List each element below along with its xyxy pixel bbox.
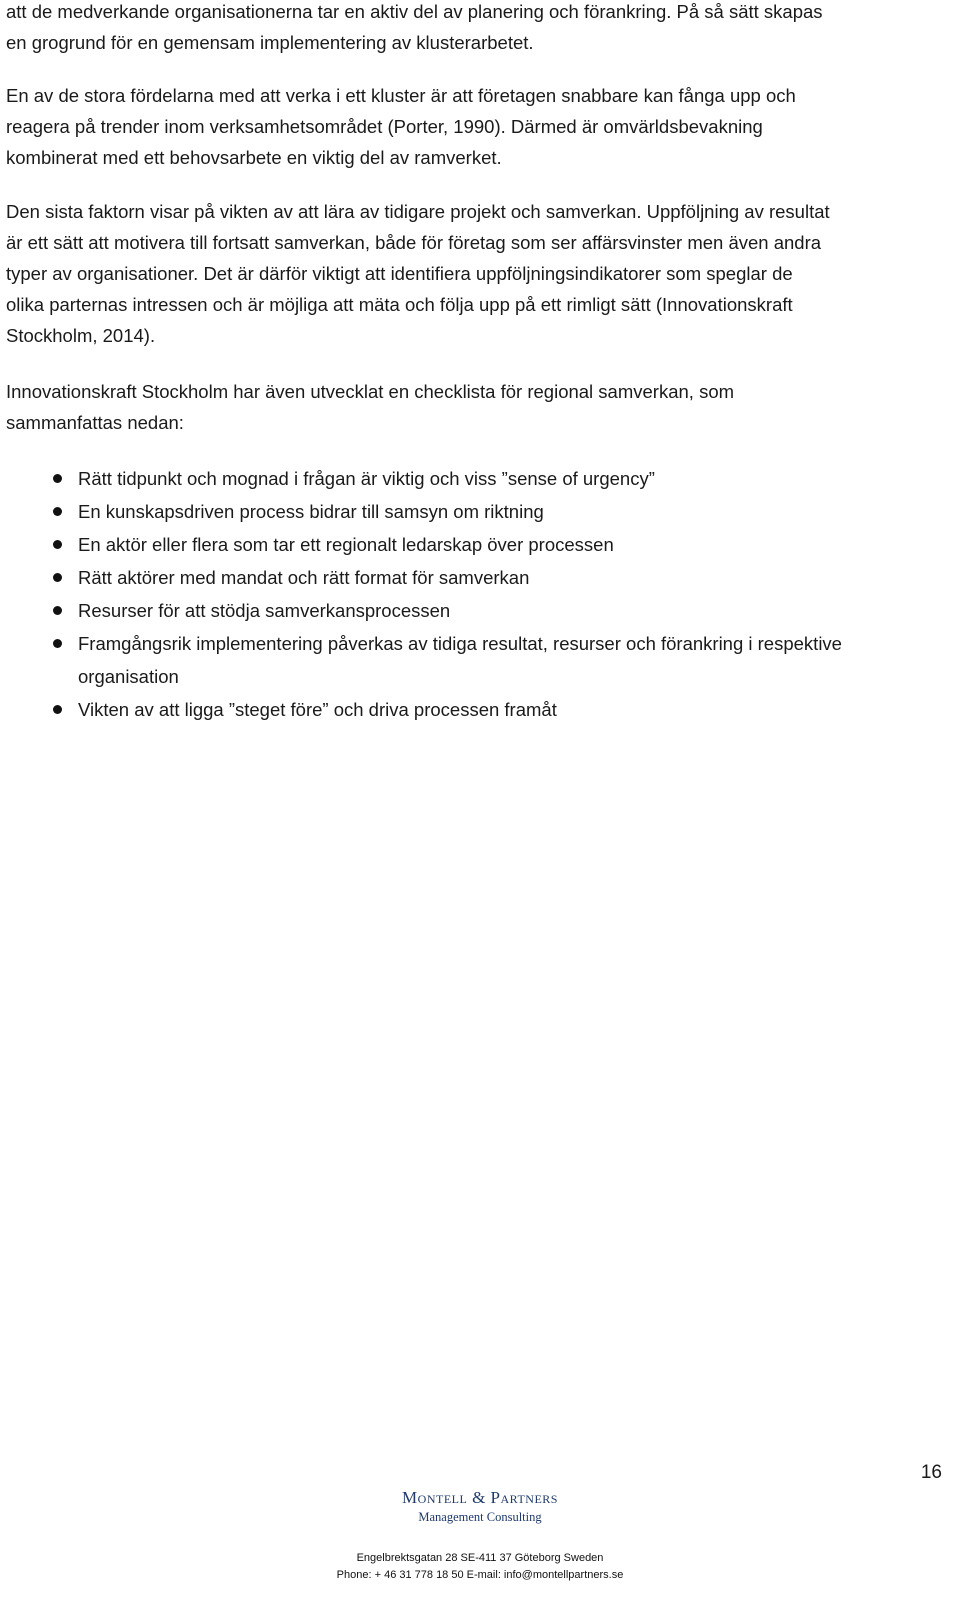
paragraph-1 — [6, 0, 954, 58]
paragraph-line: Innovationskraft Stockholm har även utvecklat en checklista för regional samverkan, som — [6, 381, 735, 402]
paragraph-line: typer av organisationer. Det är därför viktigt att identifiera uppföljningsindikatorer som speglar de — [6, 263, 793, 284]
paragraph-line: sammanfattas nedan: — [6, 412, 184, 433]
list-item: Rätt tidpunkt och mognad i frågan är viktig och viss ”sense of urgency” — [6, 462, 950, 495]
page-number: 16 — [920, 1462, 942, 1483]
list-item: Vikten av att ligga ”steget före” och driva processen framåt — [6, 693, 950, 726]
bullet-icon — [53, 507, 62, 516]
paragraph-line: en grogrund för en gemensam implementering av klusterarbetet. — [6, 32, 534, 53]
list-item: Rätt aktörer med mandat och rätt format för samverkan — [6, 561, 950, 594]
list-item: En aktör eller flera som tar ett regionalt ledarskap över processen — [6, 528, 950, 561]
page-footer — [0, 1550, 960, 1584]
list-item: Framgångsrik implementering påverkas av tidiga resultat, resurser och förankring i respektive organisation — [6, 627, 950, 693]
bullet-icon — [53, 705, 62, 714]
logo-subtitle: Management Consulting — [418, 1510, 542, 1524]
bullet-icon — [53, 474, 62, 483]
bullet-icon — [53, 606, 62, 615]
bullet-icon — [53, 540, 62, 549]
paragraph-line: Stockholm, 2014). — [6, 325, 156, 346]
paragraph-line: olika parternas intressen och är möjliga att mäta och följa upp på ett rimligt sätt (Innovationskraft — [6, 294, 793, 315]
paragraph-line: kombinerat med ett behovsarbete en viktig del av ramverket. — [6, 147, 502, 168]
paragraph-3 — [6, 196, 954, 351]
paragraph-line: att de medverkande organisationerna tar en aktiv del av planering och förankring. På så sätt skapas — [6, 1, 823, 22]
paragraph-line: En av de stora fördelarna med att verka i ett kluster är att företagen snabbare kan fånga upp och — [6, 85, 796, 106]
list-item: Resurser för att stödja samverkansprocessen — [6, 594, 950, 627]
paragraph-4 — [6, 376, 954, 438]
list-item: En kunskapsdriven process bidrar till samsyn om riktning — [6, 495, 950, 528]
paragraph-2 — [6, 80, 954, 173]
paragraph-line: är ett sätt att motivera till fortsatt samverkan, både för företag som ser affärsvinster men även andra — [6, 232, 822, 253]
footer-address: Engelbrektsgatan 28 SE-411 37 Göteborg Sweden — [356, 1552, 604, 1564]
company-logo — [0, 1488, 960, 1525]
logo-name: Montell & Partners — [402, 1488, 558, 1507]
paragraph-line: reagera på trender inom verksamhetsområdet (Porter, 1990). Därmed är omvärldsbevakning — [6, 116, 763, 137]
bullet-icon — [53, 573, 62, 582]
paragraph-line: Den sista faktorn visar på vikten av att lära av tidigare projekt och samverkan. Uppföljning av resultat — [6, 201, 830, 222]
footer-contact: Phone: + 46 31 778 18 50 E-mail: info@montellpartners.se — [336, 1569, 624, 1581]
bullet-icon — [53, 639, 62, 648]
checklist — [6, 462, 954, 726]
